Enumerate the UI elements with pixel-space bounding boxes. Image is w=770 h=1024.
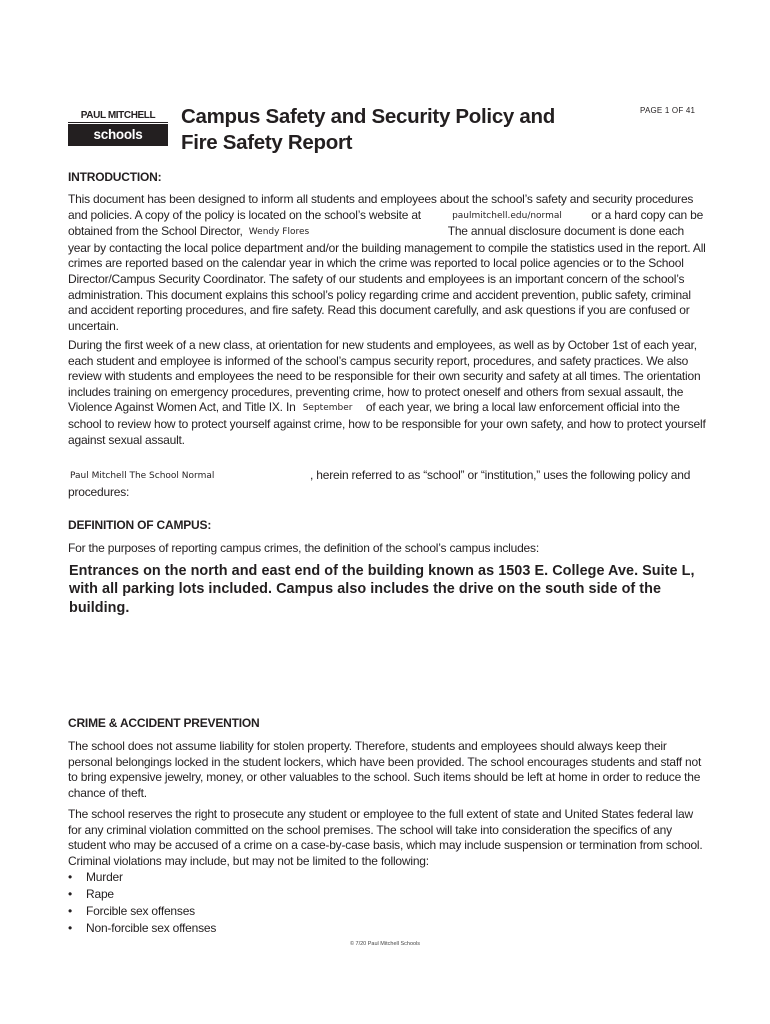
page-title: [181, 104, 601, 156]
paul-mitchell-schools-logo: [68, 110, 168, 146]
school-policy-text: , herein referred to as “school” or “institution,” uses the following policy and procedures:: [68, 468, 691, 499]
crime-accident-prevention-heading: CRIME & ACCIDENT PREVENTION: [68, 716, 260, 730]
intro-text-b: or a hard copy can be obtained from the School Director,: [68, 207, 704, 239]
month-field[interactable]: September: [302, 403, 353, 414]
introduction-paragraph-3: [68, 468, 708, 500]
definition-of-campus-heading: DEFINITION OF CAMPUS:: [68, 518, 212, 532]
bullet-icon: •: [68, 870, 73, 885]
crime-paragraph-1: The school does not assume liability for stolen property. Therefore, students and employees should always keep their personal belongings locked in the student lockers, which have been provided. The school encourages students and staff not to bring expensive jewelry, money, or other valuables to the school. Such items should be left at home in order to reduce the chance of theft.: [68, 739, 702, 800]
orientation-text-a: During the first week of a new class, at orientation for new students and employees, as well as by October 1st of each year, each student and employee is informed of the school’s campus security report, procedures, and safety practices. We also review with students and employees the need to be responsible for their own security and safety at all times. The orientation includes training on emergency procedures, preventing crime, how to protect oneself and others from sexual assault, the Violence Against Women Act, and Title IX. In: [68, 338, 701, 415]
bullet-icon: •: [68, 921, 73, 936]
footer-copyright: © 7/20 Paul Mitchell Schools: [349, 941, 421, 947]
crime-paragraph-2: [68, 807, 708, 937]
campus-intro-text: For the purposes of reporting campus crimes, the definition of the school’s campus includes:: [68, 541, 539, 555]
website-field[interactable]: paulmitchell.edu/normal: [452, 210, 562, 221]
bullet-icon: •: [68, 904, 73, 919]
criminal-violations-list: [68, 869, 708, 937]
campus-definition-field[interactable]: Entrances on the north and east end of the building known as 1503 E. College Ave. Suite L, with all parking lots included. Campus also includes the drive on the south side of the building.: [69, 563, 695, 616]
bullet-icon: •: [68, 887, 73, 902]
introduction-heading: INTRODUCTION:: [68, 170, 162, 184]
page-number: PAGE 1 OF 41: [640, 106, 696, 115]
school-name-field[interactable]: Paul Mitchell The School Normal: [70, 471, 215, 481]
logo-top-text: PAUL MITCHELL: [68, 110, 168, 123]
list-item: • Non-forcible sex offenses: [68, 921, 217, 936]
school-director-field[interactable]: Wendy Flores: [248, 227, 310, 238]
intro-text-a: This document has been designed to inform all students and employees about the school’s safety and security procedures and policies. A copy of the policy is located on the school’s website at: [68, 192, 694, 222]
crime-paragraph-2-text: The school reserves the right to prosecute any student or employee to the full extent of state and United States federal law for any criminal violation committed on the school premises. The school will take into consideration the specifics of any student who may be accused of a crime on a case-by-case basis, which may include suspension or termination from school. Criminal violations may include, but may not be limited to the following:: [68, 807, 703, 868]
list-item: • Murder: [68, 870, 123, 885]
introduction-paragraph-1: [68, 192, 708, 334]
intro-text-c: The annual disclosure document is done each year by contacting the local police department and/or the building management to compile the statistics used in the report. All crimes are reported based on the calendar year in which the crime was reported to local police agencies or to the School Director/Campus Security Coordinator. The safety of our students and employees is an important concern of the school’s administration. This document explains this school’s policy regarding crime and accident prevention, public safety, criminal and accident reporting procedures, and fire safety. Read this document carefully, and ask questions if you are confused or uncertain.: [68, 224, 706, 333]
title-line-2: Fire Safety Report: [181, 131, 353, 154]
orientation-text-b: of each year, we bring a local law enforcement official into the school to review how to protect yourself against crime, how to be responsible for your own safety, and how to protect yourself against sexual assault.: [68, 400, 706, 447]
logo-bottom-text: schools: [68, 124, 168, 146]
introduction-paragraph-2: [68, 338, 708, 448]
list-item: • Forcible sex offenses: [68, 904, 195, 919]
list-item: • Rape: [68, 887, 114, 902]
title-line-1: Campus Safety and Security Policy and: [181, 105, 555, 128]
